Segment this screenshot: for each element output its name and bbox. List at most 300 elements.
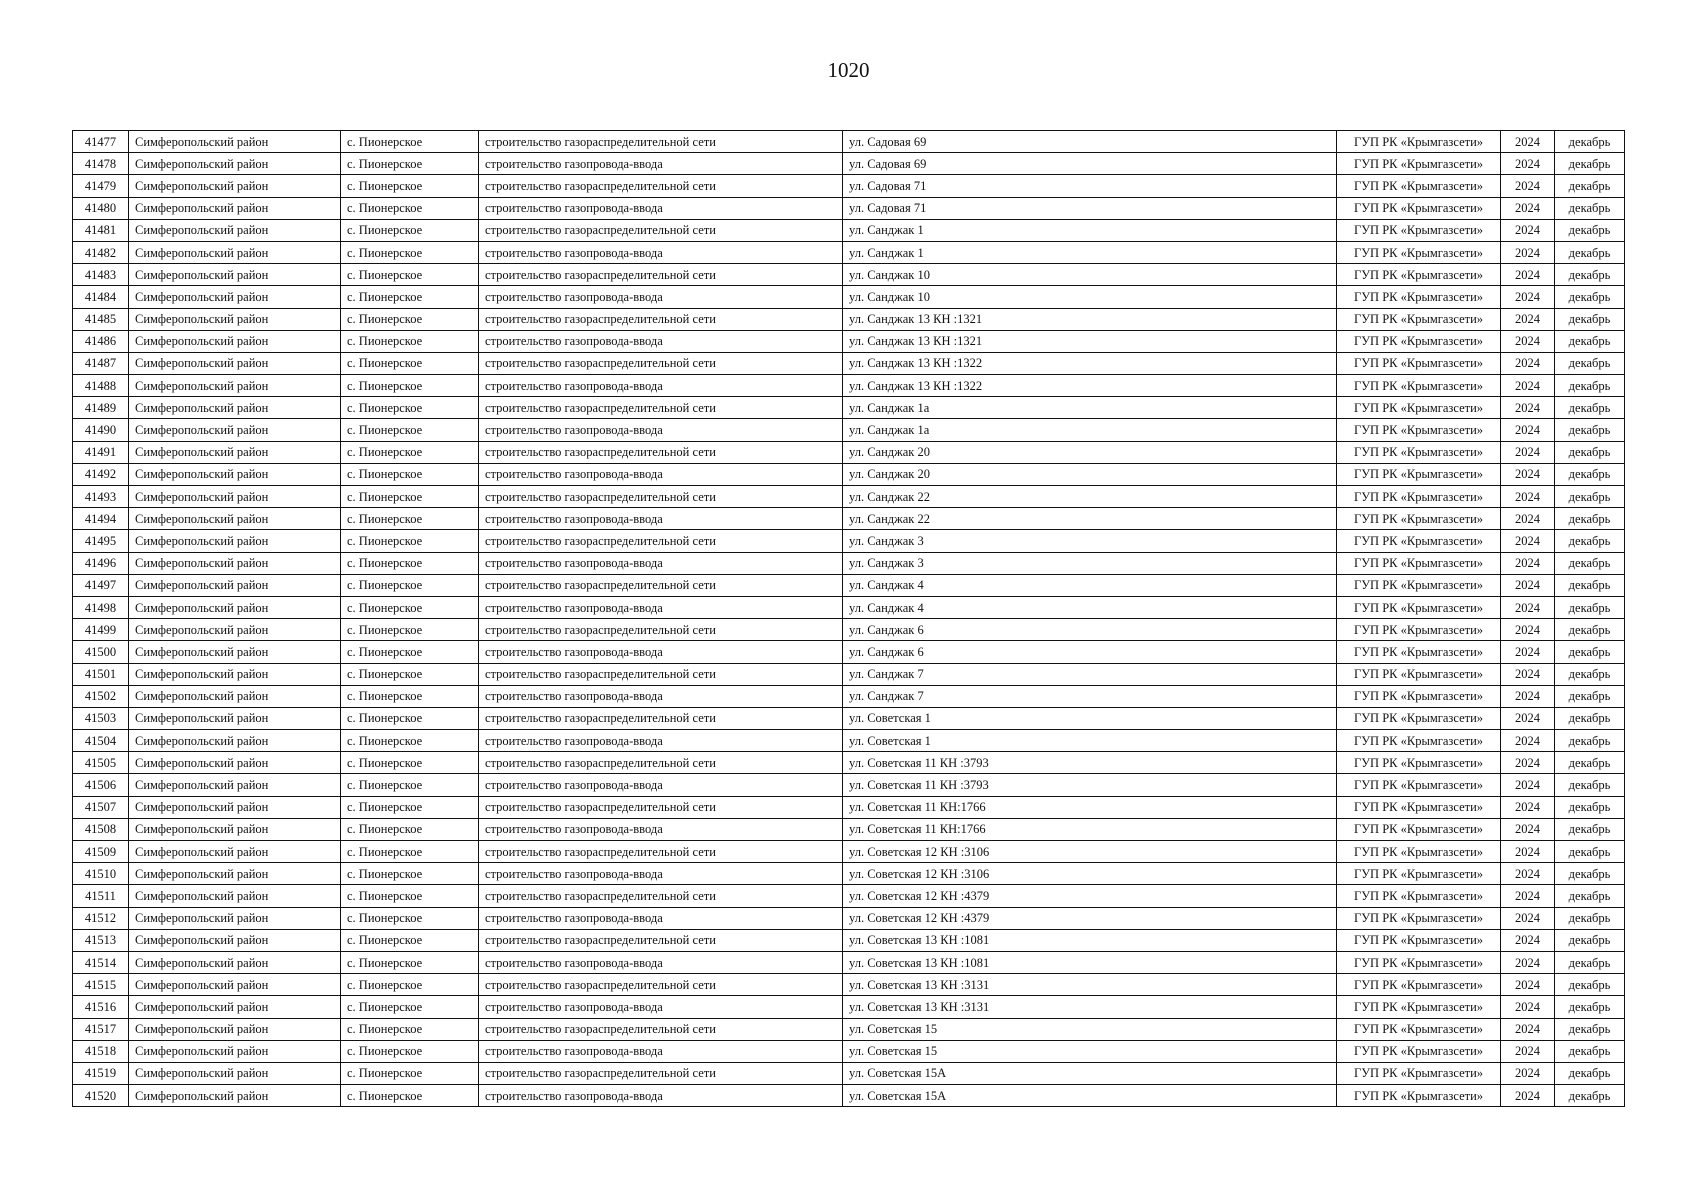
row-number: 41508	[73, 818, 129, 840]
year-cell: 2024	[1501, 1018, 1555, 1040]
address-cell: ул. Советская 11 КН :3793	[843, 752, 1337, 774]
year-cell: 2024	[1501, 974, 1555, 996]
organization-cell: ГУП РК «Крымгазсети»	[1337, 619, 1501, 641]
month-cell: декабрь	[1555, 641, 1625, 663]
district-cell: Симферопольский район	[129, 131, 341, 153]
work-type-cell: строительство газораспределительной сети	[479, 929, 843, 951]
district-cell: Симферопольский район	[129, 486, 341, 508]
district-cell: Симферопольский район	[129, 175, 341, 197]
year-cell: 2024	[1501, 175, 1555, 197]
address-cell: ул. Санджак 4	[843, 596, 1337, 618]
address-cell: ул. Советская 15А	[843, 1085, 1337, 1107]
month-cell: декабрь	[1555, 264, 1625, 286]
year-cell: 2024	[1501, 286, 1555, 308]
work-type-cell: строительство газопровода-ввода	[479, 286, 843, 308]
year-cell: 2024	[1501, 996, 1555, 1018]
address-cell: ул. Советская 13 КН :3131	[843, 996, 1337, 1018]
row-number: 41480	[73, 197, 129, 219]
row-number: 41490	[73, 419, 129, 441]
district-cell: Симферопольский район	[129, 1085, 341, 1107]
organization-cell: ГУП РК «Крымгазсети»	[1337, 929, 1501, 951]
row-number: 41512	[73, 907, 129, 929]
work-type-cell: строительство газопровода-ввода	[479, 863, 843, 885]
page-number: 1020	[827, 58, 870, 82]
address-cell: ул. Санджак 20	[843, 441, 1337, 463]
work-type-cell: строительство газопровода-ввода	[479, 685, 843, 707]
row-number: 41483	[73, 264, 129, 286]
table-row	[73, 197, 1625, 219]
village-cell: с. Пионерское	[341, 863, 479, 885]
row-number: 41516	[73, 996, 129, 1018]
district-cell: Симферопольский район	[129, 508, 341, 530]
address-cell: ул. Садовая 71	[843, 175, 1337, 197]
village-cell: с. Пионерское	[341, 419, 479, 441]
village-cell: с. Пионерское	[341, 707, 479, 729]
work-type-cell: строительство газораспределительной сети	[479, 308, 843, 330]
district-cell: Симферопольский район	[129, 153, 341, 175]
row-number: 41519	[73, 1062, 129, 1084]
table-row	[73, 1085, 1625, 1107]
address-cell: ул. Санджак 3	[843, 530, 1337, 552]
work-type-cell: строительство газопровода-ввода	[479, 508, 843, 530]
table-row	[73, 641, 1625, 663]
address-cell: ул. Садовая 69	[843, 153, 1337, 175]
table-row	[73, 175, 1625, 197]
organization-cell: ГУП РК «Крымгазсети»	[1337, 974, 1501, 996]
organization-cell: ГУП РК «Крымгазсети»	[1337, 419, 1501, 441]
work-type-cell: строительство газораспределительной сети	[479, 264, 843, 286]
district-cell: Симферопольский район	[129, 375, 341, 397]
table-row	[73, 885, 1625, 907]
work-type-cell: строительство газораспределительной сети	[479, 974, 843, 996]
row-number: 41489	[73, 397, 129, 419]
month-cell: декабрь	[1555, 463, 1625, 485]
table-row	[73, 707, 1625, 729]
table-row	[73, 929, 1625, 951]
row-number: 41507	[73, 796, 129, 818]
table-row	[73, 663, 1625, 685]
organization-cell: ГУП РК «Крымгазсети»	[1337, 175, 1501, 197]
table-row	[73, 596, 1625, 618]
organization-cell: ГУП РК «Крымгазсети»	[1337, 885, 1501, 907]
row-number: 41478	[73, 153, 129, 175]
organization-cell: ГУП РК «Крымгазсети»	[1337, 219, 1501, 241]
district-cell: Симферопольский район	[129, 841, 341, 863]
work-type-cell: строительство газопровода-ввода	[479, 375, 843, 397]
village-cell: с. Пионерское	[341, 352, 479, 374]
month-cell: декабрь	[1555, 929, 1625, 951]
district-cell: Симферопольский район	[129, 264, 341, 286]
year-cell: 2024	[1501, 841, 1555, 863]
address-cell: ул. Санджак 13 КН :1322	[843, 375, 1337, 397]
row-number: 41514	[73, 951, 129, 973]
month-cell: декабрь	[1555, 574, 1625, 596]
village-cell: с. Пионерское	[341, 1062, 479, 1084]
table-row	[73, 796, 1625, 818]
year-cell: 2024	[1501, 730, 1555, 752]
district-cell: Симферопольский район	[129, 219, 341, 241]
address-cell: ул. Советская 12 КН :3106	[843, 863, 1337, 885]
month-cell: декабрь	[1555, 330, 1625, 352]
month-cell: декабрь	[1555, 175, 1625, 197]
village-cell: с. Пионерское	[341, 264, 479, 286]
village-cell: с. Пионерское	[341, 1085, 479, 1107]
row-number: 41520	[73, 1085, 129, 1107]
month-cell: декабрь	[1555, 419, 1625, 441]
organization-cell: ГУП РК «Крымгазсети»	[1337, 574, 1501, 596]
year-cell: 2024	[1501, 663, 1555, 685]
table-row	[73, 818, 1625, 840]
district-cell: Симферопольский район	[129, 1062, 341, 1084]
month-cell: декабрь	[1555, 730, 1625, 752]
district-cell: Симферопольский район	[129, 951, 341, 973]
table-row	[73, 774, 1625, 796]
row-number: 41510	[73, 863, 129, 885]
district-cell: Симферопольский район	[129, 641, 341, 663]
month-cell: декабрь	[1555, 1085, 1625, 1107]
row-number: 41484	[73, 286, 129, 308]
row-number: 41497	[73, 574, 129, 596]
month-cell: декабрь	[1555, 1062, 1625, 1084]
row-number: 41479	[73, 175, 129, 197]
district-cell: Симферопольский район	[129, 974, 341, 996]
address-cell: ул. Санджак 1	[843, 241, 1337, 263]
district-cell: Симферопольский район	[129, 530, 341, 552]
village-cell: с. Пионерское	[341, 241, 479, 263]
organization-cell: ГУП РК «Крымгазсети»	[1337, 774, 1501, 796]
district-cell: Симферопольский район	[129, 863, 341, 885]
address-cell: ул. Советская 12 КН :3106	[843, 841, 1337, 863]
work-type-cell: строительство газопровода-ввода	[479, 552, 843, 574]
year-cell: 2024	[1501, 241, 1555, 263]
organization-cell: ГУП РК «Крымгазсети»	[1337, 641, 1501, 663]
village-cell: с. Пионерское	[341, 885, 479, 907]
address-cell: ул. Санджак 13 КН :1321	[843, 308, 1337, 330]
month-cell: декабрь	[1555, 241, 1625, 263]
address-cell: ул. Санджак 22	[843, 486, 1337, 508]
address-cell: ул. Санджак 13 КН :1321	[843, 330, 1337, 352]
organization-cell: ГУП РК «Крымгазсети»	[1337, 397, 1501, 419]
month-cell: декабрь	[1555, 1040, 1625, 1062]
address-cell: ул. Санджак 4	[843, 574, 1337, 596]
district-cell: Симферопольский район	[129, 286, 341, 308]
row-number: 41493	[73, 486, 129, 508]
work-type-cell: строительство газопровода-ввода	[479, 1085, 843, 1107]
village-cell: с. Пионерское	[341, 818, 479, 840]
address-cell: ул. Советская 11 КН :3793	[843, 774, 1337, 796]
row-number: 41481	[73, 219, 129, 241]
village-cell: с. Пионерское	[341, 774, 479, 796]
district-cell: Симферопольский район	[129, 885, 341, 907]
row-number: 41492	[73, 463, 129, 485]
row-number: 41503	[73, 707, 129, 729]
work-type-cell: строительство газопровода-ввода	[479, 596, 843, 618]
year-cell: 2024	[1501, 907, 1555, 929]
year-cell: 2024	[1501, 352, 1555, 374]
work-type-cell: строительство газораспределительной сети	[479, 752, 843, 774]
year-cell: 2024	[1501, 863, 1555, 885]
village-cell: с. Пионерское	[341, 219, 479, 241]
village-cell: с. Пионерское	[341, 153, 479, 175]
village-cell: с. Пионерское	[341, 619, 479, 641]
row-number: 41499	[73, 619, 129, 641]
address-cell: ул. Садовая 69	[843, 131, 1337, 153]
address-cell: ул. Советская 15	[843, 1018, 1337, 1040]
district-cell: Симферопольский район	[129, 441, 341, 463]
organization-cell: ГУП РК «Крымгазсети»	[1337, 131, 1501, 153]
table-row	[73, 241, 1625, 263]
village-cell: с. Пионерское	[341, 974, 479, 996]
row-number: 41502	[73, 685, 129, 707]
year-cell: 2024	[1501, 486, 1555, 508]
address-cell: ул. Советская 11 КН:1766	[843, 796, 1337, 818]
year-cell: 2024	[1501, 929, 1555, 951]
address-cell: ул. Санджак 1а	[843, 419, 1337, 441]
village-cell: с. Пионерское	[341, 508, 479, 530]
address-cell: ул. Санджак 7	[843, 685, 1337, 707]
table-row	[73, 685, 1625, 707]
year-cell: 2024	[1501, 552, 1555, 574]
month-cell: декабрь	[1555, 375, 1625, 397]
village-cell: с. Пионерское	[341, 463, 479, 485]
row-number: 41505	[73, 752, 129, 774]
year-cell: 2024	[1501, 153, 1555, 175]
year-cell: 2024	[1501, 197, 1555, 219]
table-body	[73, 131, 1625, 1107]
address-cell: ул. Советская 13 КН :3131	[843, 974, 1337, 996]
table-row	[73, 996, 1625, 1018]
work-type-cell: строительство газопровода-ввода	[479, 463, 843, 485]
month-cell: декабрь	[1555, 286, 1625, 308]
address-cell: ул. Советская 13 КН :1081	[843, 929, 1337, 951]
district-cell: Симферопольский район	[129, 397, 341, 419]
work-type-cell: строительство газораспределительной сети	[479, 619, 843, 641]
table-row	[73, 375, 1625, 397]
month-cell: декабрь	[1555, 352, 1625, 374]
district-cell: Симферопольский район	[129, 929, 341, 951]
table-row	[73, 619, 1625, 641]
address-cell: ул. Советская 13 КН :1081	[843, 951, 1337, 973]
year-cell: 2024	[1501, 818, 1555, 840]
district-cell: Симферопольский район	[129, 663, 341, 685]
district-cell: Симферопольский район	[129, 241, 341, 263]
village-cell: с. Пионерское	[341, 131, 479, 153]
address-cell: ул. Советская 1	[843, 730, 1337, 752]
work-type-cell: строительство газопровода-ввода	[479, 996, 843, 1018]
month-cell: декабрь	[1555, 663, 1625, 685]
organization-cell: ГУП РК «Крымгазсети»	[1337, 752, 1501, 774]
year-cell: 2024	[1501, 1062, 1555, 1084]
month-cell: декабрь	[1555, 951, 1625, 973]
table-row	[73, 752, 1625, 774]
village-cell: с. Пионерское	[341, 641, 479, 663]
work-type-cell: строительство газопровода-ввода	[479, 241, 843, 263]
row-number: 41517	[73, 1018, 129, 1040]
year-cell: 2024	[1501, 796, 1555, 818]
work-type-cell: строительство газораспределительной сети	[479, 885, 843, 907]
district-cell: Симферопольский район	[129, 796, 341, 818]
month-cell: декабрь	[1555, 219, 1625, 241]
village-cell: с. Пионерское	[341, 996, 479, 1018]
month-cell: декабрь	[1555, 596, 1625, 618]
row-number: 41498	[73, 596, 129, 618]
address-cell: ул. Санджак 10	[843, 286, 1337, 308]
row-number: 41509	[73, 841, 129, 863]
village-cell: с. Пионерское	[341, 441, 479, 463]
work-type-cell: строительство газораспределительной сети	[479, 352, 843, 374]
year-cell: 2024	[1501, 508, 1555, 530]
village-cell: с. Пионерское	[341, 796, 479, 818]
year-cell: 2024	[1501, 951, 1555, 973]
year-cell: 2024	[1501, 463, 1555, 485]
year-cell: 2024	[1501, 308, 1555, 330]
table-row	[73, 441, 1625, 463]
work-type-cell: строительство газораспределительной сети	[479, 486, 843, 508]
row-number: 41486	[73, 330, 129, 352]
organization-cell: ГУП РК «Крымгазсети»	[1337, 286, 1501, 308]
work-type-cell: строительство газораспределительной сети	[479, 219, 843, 241]
year-cell: 2024	[1501, 131, 1555, 153]
table-row	[73, 153, 1625, 175]
district-cell: Симферопольский район	[129, 996, 341, 1018]
organization-cell: ГУП РК «Крымгазсети»	[1337, 197, 1501, 219]
organization-cell: ГУП РК «Крымгазсети»	[1337, 241, 1501, 263]
year-cell: 2024	[1501, 397, 1555, 419]
organization-cell: ГУП РК «Крымгазсети»	[1337, 707, 1501, 729]
row-number: 41500	[73, 641, 129, 663]
table-row	[73, 264, 1625, 286]
village-cell: с. Пионерское	[341, 530, 479, 552]
row-number: 41482	[73, 241, 129, 263]
year-cell: 2024	[1501, 574, 1555, 596]
address-cell: ул. Санджак 7	[843, 663, 1337, 685]
row-number: 41495	[73, 530, 129, 552]
month-cell: декабрь	[1555, 552, 1625, 574]
work-type-cell: строительство газопровода-ввода	[479, 818, 843, 840]
table-row	[73, 574, 1625, 596]
district-cell: Симферопольский район	[129, 619, 341, 641]
table-row	[73, 1018, 1625, 1040]
organization-cell: ГУП РК «Крымгазсети»	[1337, 951, 1501, 973]
row-number: 41501	[73, 663, 129, 685]
work-type-cell: строительство газопровода-ввода	[479, 419, 843, 441]
work-type-cell: строительство газопровода-ввода	[479, 907, 843, 929]
table-row	[73, 486, 1625, 508]
district-cell: Симферопольский район	[129, 907, 341, 929]
organization-cell: ГУП РК «Крымгазсети»	[1337, 596, 1501, 618]
address-cell: ул. Санджак 22	[843, 508, 1337, 530]
address-cell: ул. Советская 15А	[843, 1062, 1337, 1084]
work-type-cell: строительство газопровода-ввода	[479, 774, 843, 796]
work-type-cell: строительство газораспределительной сети	[479, 796, 843, 818]
village-cell: с. Пионерское	[341, 685, 479, 707]
village-cell: с. Пионерское	[341, 308, 479, 330]
village-cell: с. Пионерское	[341, 175, 479, 197]
year-cell: 2024	[1501, 885, 1555, 907]
village-cell: с. Пионерское	[341, 552, 479, 574]
district-cell: Симферопольский район	[129, 707, 341, 729]
table-row	[73, 951, 1625, 973]
month-cell: декабрь	[1555, 885, 1625, 907]
work-type-cell: строительство газопровода-ввода	[479, 1040, 843, 1062]
table-row	[73, 730, 1625, 752]
table-row	[73, 508, 1625, 530]
table-row	[73, 552, 1625, 574]
organization-cell: ГУП РК «Крымгазсети»	[1337, 796, 1501, 818]
year-cell: 2024	[1501, 596, 1555, 618]
row-number: 41477	[73, 131, 129, 153]
work-type-cell: строительство газораспределительной сети	[479, 707, 843, 729]
table-row	[73, 330, 1625, 352]
organization-cell: ГУП РК «Крымгазсети»	[1337, 663, 1501, 685]
row-number: 41491	[73, 441, 129, 463]
month-cell: декабрь	[1555, 508, 1625, 530]
month-cell: декабрь	[1555, 397, 1625, 419]
month-cell: декабрь	[1555, 974, 1625, 996]
work-type-cell: строительство газопровода-ввода	[479, 951, 843, 973]
organization-cell: ГУП РК «Крымгазсети»	[1337, 1085, 1501, 1107]
village-cell: с. Пионерское	[341, 486, 479, 508]
year-cell: 2024	[1501, 375, 1555, 397]
village-cell: с. Пионерское	[341, 596, 479, 618]
village-cell: с. Пионерское	[341, 951, 479, 973]
organization-cell: ГУП РК «Крымгазсети»	[1337, 730, 1501, 752]
month-cell: декабрь	[1555, 707, 1625, 729]
address-cell: ул. Советская 12 КН :4379	[843, 907, 1337, 929]
address-cell: ул. Санджак 1	[843, 219, 1337, 241]
year-cell: 2024	[1501, 441, 1555, 463]
district-cell: Симферопольский район	[129, 596, 341, 618]
month-cell: декабрь	[1555, 774, 1625, 796]
table-row	[73, 1062, 1625, 1084]
row-number: 41494	[73, 508, 129, 530]
address-cell: ул. Советская 15	[843, 1040, 1337, 1062]
row-number: 41504	[73, 730, 129, 752]
month-cell: декабрь	[1555, 486, 1625, 508]
table-row	[73, 907, 1625, 929]
table-row	[73, 219, 1625, 241]
address-cell: ул. Санджак 20	[843, 463, 1337, 485]
table-row	[73, 131, 1625, 153]
row-number: 41511	[73, 885, 129, 907]
organization-cell: ГУП РК «Крымгазсети»	[1337, 863, 1501, 885]
organization-cell: ГУП РК «Крымгазсети»	[1337, 530, 1501, 552]
month-cell: декабрь	[1555, 131, 1625, 153]
row-number: 41487	[73, 352, 129, 374]
year-cell: 2024	[1501, 1040, 1555, 1062]
village-cell: с. Пионерское	[341, 730, 479, 752]
village-cell: с. Пионерское	[341, 907, 479, 929]
village-cell: с. Пионерское	[341, 286, 479, 308]
organization-cell: ГУП РК «Крымгазсети»	[1337, 1018, 1501, 1040]
work-type-cell: строительство газораспределительной сети	[479, 663, 843, 685]
village-cell: с. Пионерское	[341, 397, 479, 419]
row-number: 41515	[73, 974, 129, 996]
work-type-cell: строительство газопровода-ввода	[479, 330, 843, 352]
work-type-cell: строительство газораспределительной сети	[479, 1018, 843, 1040]
organization-cell: ГУП РК «Крымгазсети»	[1337, 153, 1501, 175]
row-number: 41485	[73, 308, 129, 330]
month-cell: декабрь	[1555, 996, 1625, 1018]
work-type-cell: строительство газораспределительной сети	[479, 175, 843, 197]
month-cell: декабрь	[1555, 796, 1625, 818]
row-number: 41518	[73, 1040, 129, 1062]
organization-cell: ГУП РК «Крымгазсети»	[1337, 841, 1501, 863]
organization-cell: ГУП РК «Крымгазсети»	[1337, 486, 1501, 508]
village-cell: с. Пионерское	[341, 1018, 479, 1040]
table-row	[73, 419, 1625, 441]
organization-cell: ГУП РК «Крымгазсети»	[1337, 352, 1501, 374]
